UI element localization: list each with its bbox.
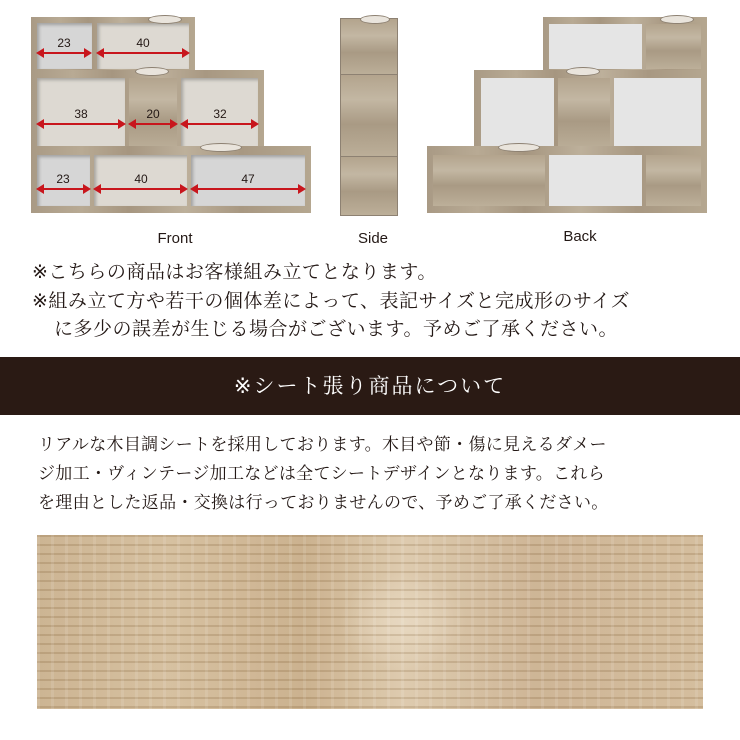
cup-holder-middle [135, 67, 169, 76]
back-mid-right-cell [614, 78, 701, 150]
sheet-description-line1: リアルな木目調シートを採用しております。木目や節・傷に見えるダメー [38, 435, 607, 455]
size-variance-note-line2: に多少の誤差が生じる場合がございます。予めご了承ください。 [54, 318, 618, 340]
front-view-label: Front [157, 230, 193, 247]
section-banner-title: ※シート張り商品について [233, 374, 507, 398]
back-cup-holder-middle [566, 67, 600, 76]
side-view-label: Side [357, 230, 389, 247]
dimension-arrow-bottom-right [192, 188, 304, 190]
dimension-label-mid-left: 38 [74, 107, 88, 121]
dimension-label-mid-right: 32 [213, 107, 227, 121]
dimension-arrow-top-right [98, 52, 188, 54]
dimension-arrow-bottom-left [38, 188, 89, 190]
dimension-label-bottom-right: 47 [241, 172, 255, 186]
dimension-label-top-right: 40 [136, 36, 150, 50]
dimension-label-mid-center: 20 [146, 107, 160, 121]
back-bottom-right-panel [646, 155, 701, 206]
dimension-arrow-mid-center [130, 123, 176, 125]
size-variance-note-line1: ※組み立て方や若干の個体差によって、表記サイズと完成形のサイズ [32, 290, 631, 312]
sheet-description-line2: ジ加工・ヴィンテージ加工などは全てシートデザインとなります。これら [38, 464, 605, 484]
dimension-label-bottom-center: 40 [134, 172, 148, 186]
cup-holder-bottom [200, 143, 242, 152]
dimension-arrow-top-left [38, 52, 90, 54]
dimension-arrow-mid-right [182, 123, 257, 125]
sheet-description-line3: を理由とした返品・交換は行っておりませんので、予めご了承ください。 [38, 493, 609, 513]
side-panel-bottom [340, 156, 398, 216]
back-top-right-panel [646, 24, 701, 69]
back-cup-holder-bottom [498, 143, 540, 152]
back-mid-center-panel [558, 78, 610, 150]
side-cup-holder [360, 15, 390, 24]
back-cup-holder-top [660, 15, 694, 24]
back-bottom-center-cell [549, 155, 642, 206]
dimension-label-bottom-left: 23 [56, 172, 70, 186]
back-bottom-left-panel [433, 155, 545, 206]
wood-grain-sample-image [37, 535, 703, 709]
back-mid-left-cell [481, 78, 554, 150]
dimension-arrow-mid-left [38, 123, 124, 125]
side-panel-middle [340, 74, 398, 158]
back-top-left-cell [549, 24, 642, 69]
cup-holder-top [148, 15, 182, 24]
assembly-note: ※こちらの商品はお客様組み立てとなります。 [32, 261, 437, 283]
side-panel-top [340, 18, 398, 76]
dimension-arrow-bottom-center [95, 188, 186, 190]
dimension-label-top-left: 23 [57, 36, 71, 50]
back-view-label: Back [563, 228, 597, 245]
